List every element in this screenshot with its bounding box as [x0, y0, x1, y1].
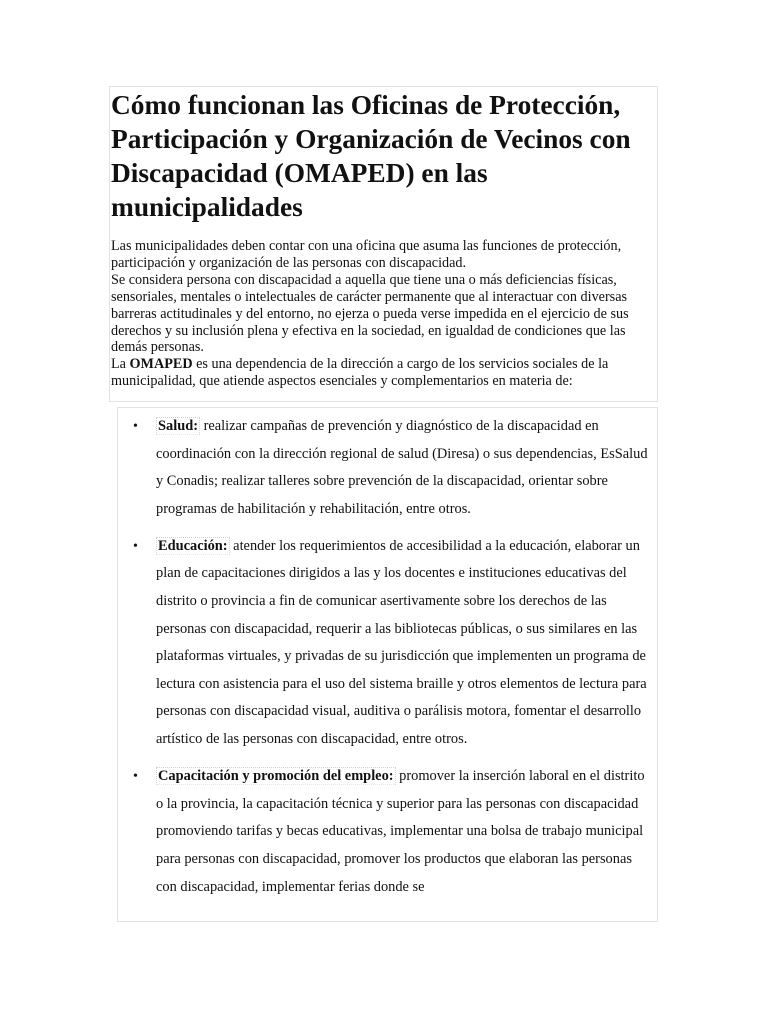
intro-paragraph-2: Se considera persona con discapacidad a aquella que tiene una o más deficiencias físicas, sensoriales, mentales o intelectuales de carácter permanente que al interactuar con diversas barreras actitudinales y del entorno, no ejerza o pueda verse impedida en el ejercicio de sus derechos y su inclusión plena y efectiva en la sociedad, en igualdad de condiciones que las demás personas. — [111, 271, 629, 356]
topic-label: Educación: — [158, 537, 228, 554]
topic-text: realizar campañas de prevención y diagnóstico de la discapacidad en coordinación con la dirección regional de salud (Diresa) o sus dependencias, EsSalud y Conadis; realizar talleres sobre prevención de la discapacidad, orientar sobre programas de habilitación y rehabilitación, entre otros. — [156, 418, 648, 517]
bullet-icon: • — [133, 769, 138, 785]
list-item-empleo — [118, 763, 657, 901]
intro-paragraph-3-start: La — [111, 356, 130, 373]
topic-label: Capacitación y promoción del empleo: — [158, 768, 394, 785]
list-item-salud — [118, 413, 657, 523]
bullet-icon: • — [133, 538, 138, 554]
intro-paragraph-1: Las municipalidades deben contar con una oficina que asuma las funciones de protección, participación y organización de las personas con discapacidad. — [111, 238, 622, 271]
topic-text: promover la inserción laboral en el distrito o la provincia, la capacitación técnica y superior para las personas con discapacidad promoviendo tarifas y becas educativas, implementar una bolsa de trabajo municipal para personas con discapacidad, promover los productos que elaboran las personas con discapacidad, implementar ferias donde se — [156, 768, 645, 895]
bullet-icon: • — [133, 419, 138, 434]
page-title: Cómo funcionan las Oficinas de Protección, Participación y Organización de Vecinos con Discapacidad (OMAPED) en las municipalidades — [111, 90, 631, 222]
list-item-educacion — [118, 533, 657, 754]
omaped-term: OMAPED — [129, 356, 193, 373]
intro-text — [110, 238, 657, 390]
intro-section — [109, 86, 658, 402]
topics-list — [118, 413, 657, 901]
intro-paragraph-3-end: es una dependencia de la dirección a cargo de los servicios sociales de la municipalidad, que atiende aspectos esenciales y complementarios en materia de: — [111, 356, 609, 390]
intro-paragraph-3 — [111, 356, 657, 390]
topic-label: Salud: — [158, 418, 198, 434]
topic-text: atender los requerimientos de accesibilidad a la educación, elaborar un plan de capacitaciones dirigidos a las y los docentes e instituciones educativas del distrito o provincia a fin de comunicar asertivamente sobre los derechos de las personas con discapacidad, requerir a las bibliotecas públicas, o sus similares en las plataformas virtuales, y privadas de su jurisdicción que implementen un programa de lectura con asistencia para el uso del sistema braille y otros elementos de lectura para personas con discapacidad visual, auditiva o parálisis motora, fomentar el desarrollo artístico de las personas con discapacidad, entre otros. — [156, 537, 647, 748]
topics-section — [117, 407, 658, 922]
